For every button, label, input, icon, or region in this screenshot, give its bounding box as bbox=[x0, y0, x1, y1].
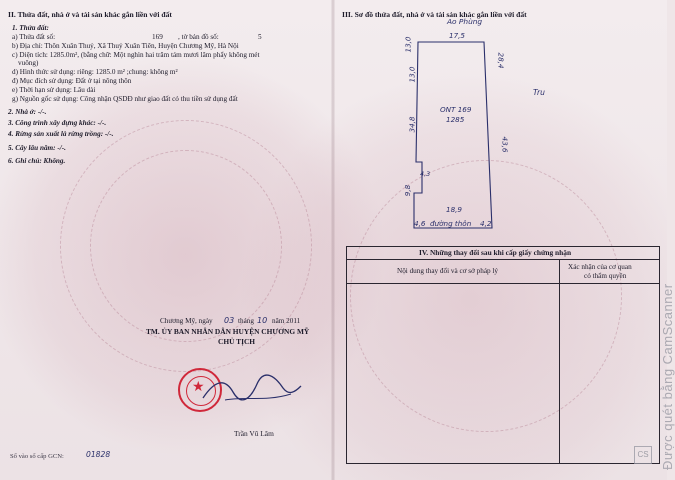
usage-origin-line: g) Nguồn gốc sử dụng: Công nhận QSDĐ như giao đất có thu tiền sử dụng đất bbox=[12, 95, 238, 103]
section-iv-title: IV. Những thay đổi sau khi cấp giấy chứng nhận bbox=[419, 248, 572, 257]
dim-bottom-left: 4,6 bbox=[414, 219, 426, 228]
signer-name: Trần Vũ Lâm bbox=[234, 429, 274, 438]
usage-purpose-line: đ) Mục đích sử dụng: Đất ở tại nông thôn bbox=[12, 77, 132, 85]
issuing-authority: TM. ỦY BAN NHÂN DÂN HUYỆN CHƯƠNG MỸ bbox=[146, 327, 310, 336]
handwritten-signature bbox=[195, 370, 305, 410]
register-book-label: Số vào sổ cấp GCN: bbox=[10, 453, 64, 460]
camscanner-logo-icon: CS bbox=[634, 446, 652, 464]
item6-note: 6. Ghi chú: Không. bbox=[8, 157, 66, 165]
parcel-number-label: a) Thửa đất số: bbox=[12, 33, 56, 41]
column-confirm-line2: có thẩm quyền bbox=[584, 272, 627, 280]
item1-title: 1. Thửa đất: bbox=[12, 24, 49, 32]
register-book-number: 01828 bbox=[86, 450, 111, 459]
chairman-title: CHỦ TỊCH bbox=[218, 337, 256, 346]
decorative-drum-pattern-inner bbox=[90, 150, 282, 342]
date-month: 10 bbox=[257, 316, 268, 325]
date-place-label: Chương Mỹ, ngày bbox=[160, 317, 213, 325]
dim-bottom-right: 4,2 bbox=[480, 219, 492, 228]
map-sheet-label: , tờ bản đồ số: bbox=[178, 33, 219, 41]
section-iii-title: III. Sơ đồ thửa đất, nhà ở và tài sản khác gắn liền với đất bbox=[342, 10, 527, 19]
dim-left-small: 4,3 bbox=[420, 170, 431, 178]
area-line-cont: vuông) bbox=[18, 59, 39, 67]
area-line: c) Diện tích: 1285.0m², (bằng chữ: Một nghìn hai trăm tám mươi lăm phẩy không mét bbox=[12, 51, 260, 59]
parcel-sketch bbox=[400, 28, 560, 238]
date-day: 03 bbox=[224, 316, 235, 325]
parcel-code: ONT 169 bbox=[440, 105, 472, 114]
section-ii-title: II. Thửa đất, nhà ở và tài sản khác gắn liền với đất bbox=[8, 10, 172, 19]
date-year: năm 2011 bbox=[272, 317, 301, 325]
column-header-content bbox=[347, 259, 559, 284]
usage-term-line: e) Thời hạn sử dụng: Lâu dài bbox=[12, 86, 96, 94]
address-line: b) Địa chỉ: Thôn Xuân Thuỷ, Xã Thuỷ Xuân Tiên, Huyện Chương Mỹ, Hà Nội bbox=[12, 42, 239, 50]
item3-construction: 3. Công trình xây dựng khác: -/-. bbox=[8, 119, 107, 127]
dim-left-lower: 9,8 bbox=[403, 184, 413, 197]
plot-south-label: đường thôn bbox=[430, 219, 472, 228]
dim-right-upper: 28,4 bbox=[496, 52, 506, 69]
official-red-seal: ★ bbox=[178, 368, 222, 412]
column-confirm-line1: Xác nhận của cơ quan bbox=[568, 263, 632, 271]
parcel-number-value: 169 bbox=[152, 33, 163, 41]
dim-left-upper: 13,0 bbox=[407, 66, 417, 83]
watermark-text: Được quét bằng CamScanner bbox=[660, 283, 675, 470]
changes-table bbox=[346, 246, 660, 464]
date-month-label: tháng bbox=[238, 317, 254, 325]
dim-bottom: 18,9 bbox=[446, 205, 463, 214]
dim-left-mid: 34,8 bbox=[407, 116, 417, 133]
dim-top: 17,5 bbox=[449, 31, 466, 40]
column-content-label: Nội dung thay đổi và cơ sở pháp lý bbox=[397, 267, 499, 275]
plot-north-label: Ao Phùng bbox=[447, 17, 483, 26]
dim-right-mid: 43,6 bbox=[500, 136, 510, 153]
page-fold bbox=[331, 0, 335, 480]
plot-east-label: Tru bbox=[533, 88, 545, 97]
dim-top-left: 13,0 bbox=[403, 36, 413, 53]
scanner-watermark bbox=[626, 200, 675, 470]
table-column-divider bbox=[559, 259, 560, 463]
item5-trees: 5. Cây lâu năm: -/-. bbox=[8, 144, 66, 152]
usage-form-line: d) Hình thức sử dụng: riêng: 1285.0 m² ;chung: không m² bbox=[12, 68, 178, 76]
item4-forest: 4. Rừng sản xuất là rừng trồng: -/-. bbox=[8, 130, 114, 138]
map-sheet-value: 5 bbox=[258, 33, 262, 41]
item2-house: 2. Nhà ở: -/-. bbox=[8, 108, 47, 116]
parcel-area: 1285 bbox=[446, 115, 465, 124]
